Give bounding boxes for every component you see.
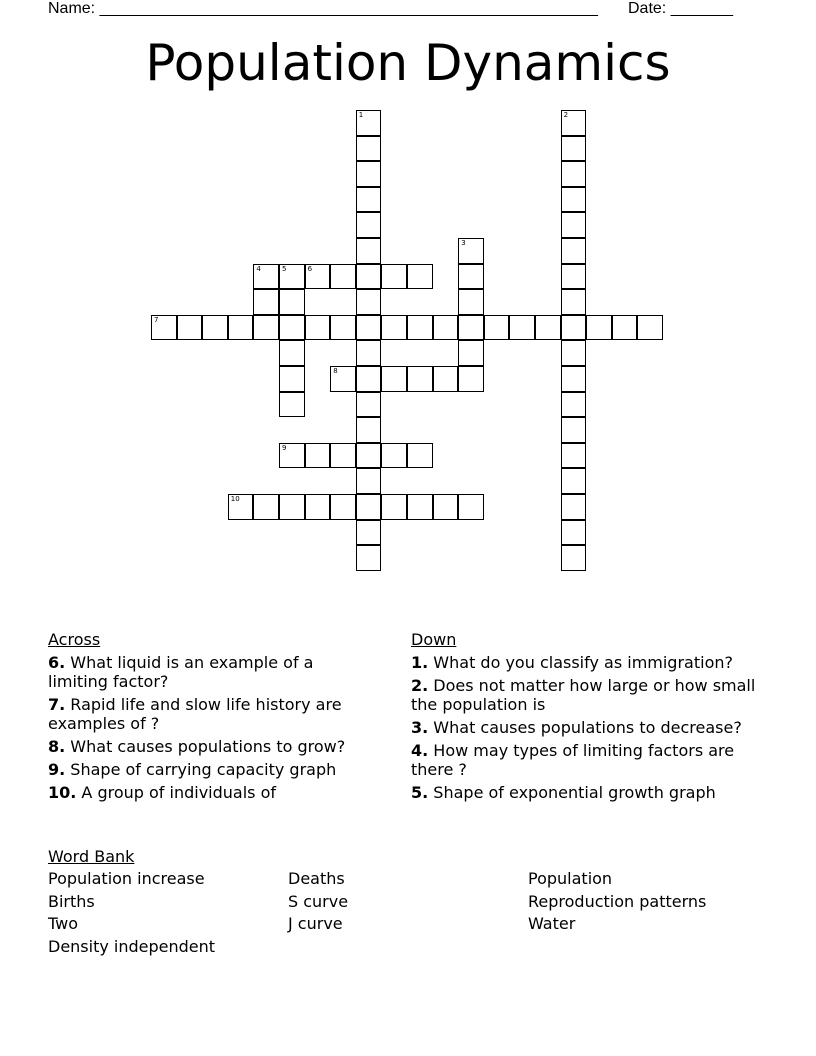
down-clues (411, 630, 761, 806)
crossword-cell[interactable] (586, 315, 612, 341)
crossword-cell[interactable] (561, 110, 587, 136)
clue-number: 7 (154, 315, 159, 324)
crossword-cell[interactable] (561, 443, 587, 469)
crossword-cell[interactable] (253, 289, 279, 315)
crossword-cell[interactable] (330, 366, 356, 392)
crossword-cell[interactable] (228, 494, 254, 520)
crossword-cell[interactable] (561, 366, 587, 392)
crossword-cell[interactable] (561, 238, 587, 264)
crossword-cell[interactable] (458, 315, 484, 341)
crossword-cell[interactable] (151, 315, 177, 341)
crossword-cell[interactable] (356, 468, 382, 494)
crossword-cell[interactable] (637, 315, 663, 341)
crossword-cell[interactable] (356, 315, 382, 341)
across-heading: Across (48, 630, 101, 649)
crossword-cell[interactable] (407, 443, 433, 469)
crossword-cell[interactable] (433, 494, 459, 520)
word-bank-item: J curve (288, 914, 343, 934)
crossword-cell[interactable] (458, 264, 484, 290)
crossword-cell[interactable] (458, 366, 484, 392)
word-bank-item: Density independent (48, 936, 216, 956)
crossword-cell[interactable] (253, 315, 279, 341)
word-bank-column (288, 868, 348, 936)
word-bank-heading: Word Bank (48, 847, 135, 866)
down-clue: 5. Shape of exponential growth graph (411, 783, 716, 802)
crossword-cell[interactable] (356, 212, 382, 238)
word-bank-item: Births (48, 891, 95, 911)
crossword-cell[interactable] (279, 494, 305, 520)
crossword-cell[interactable] (458, 494, 484, 520)
clue-number: 3 (461, 239, 466, 247)
crossword-cell[interactable] (356, 520, 382, 546)
crossword-cell[interactable] (330, 264, 356, 290)
crossword-cell[interactable] (305, 315, 331, 341)
across-clue: 8. What causes populations to grow? (48, 737, 346, 756)
crossword-cell[interactable] (279, 340, 305, 366)
crossword-cell[interactable] (305, 494, 331, 520)
crossword-cell[interactable] (407, 494, 433, 520)
crossword-cell[interactable] (407, 315, 433, 341)
crossword-cell[interactable] (356, 443, 382, 469)
word-bank-item: Water (528, 914, 576, 934)
crossword-cell[interactable] (433, 366, 459, 392)
crossword-cell[interactable] (330, 315, 356, 341)
crossword-cell[interactable] (561, 468, 587, 494)
crossword-cell[interactable] (356, 187, 382, 213)
crossword-cell[interactable] (612, 315, 638, 341)
crossword-cell[interactable] (561, 340, 587, 366)
word-bank-item: S curve (288, 891, 349, 911)
crossword-cell[interactable] (484, 315, 510, 341)
crossword-cell[interactable] (356, 417, 382, 443)
clue-number: 2 (563, 111, 569, 119)
crossword-cell[interactable] (561, 520, 587, 546)
crossword-cell[interactable] (356, 264, 382, 290)
clue-number: 9 (282, 443, 287, 452)
word-bank (48, 846, 768, 956)
date-field[interactable]: Date: _______ (628, 0, 733, 17)
down-clue: 2. Does not matter how large or how small the population is (411, 676, 756, 714)
word-bank-item: Reproduction patterns (528, 891, 707, 911)
down-clue: 4. How may types of limiting factors are there ? (411, 741, 735, 779)
crossword-cell[interactable] (561, 264, 587, 290)
crossword-cell[interactable] (305, 264, 331, 290)
crossword-cell[interactable] (279, 289, 305, 315)
crossword-cell[interactable] (381, 443, 407, 469)
crossword-cell[interactable] (381, 494, 407, 520)
crossword-cell[interactable] (561, 392, 587, 418)
word-bank-item: Deaths (288, 869, 345, 888)
crossword-cell[interactable] (458, 289, 484, 315)
crossword-cell[interactable] (202, 315, 228, 341)
crossword-cell[interactable] (356, 494, 382, 520)
crossword-cell[interactable] (561, 136, 587, 162)
clue-number: 8 (333, 367, 338, 375)
crossword-cell[interactable] (356, 340, 382, 366)
crossword-cell[interactable] (561, 494, 587, 520)
across-clue: 6. What liquid is an example of a limiting factor? (48, 653, 314, 691)
crossword-cell[interactable] (253, 264, 279, 290)
crossword-cell[interactable] (279, 366, 305, 392)
crossword-cell[interactable] (279, 315, 305, 341)
crossword-cell[interactable] (433, 315, 459, 341)
word-bank-item: Population increase (48, 869, 205, 888)
crossword-cell[interactable] (356, 366, 382, 392)
crossword-cell[interactable] (381, 366, 407, 392)
crossword-cell[interactable] (279, 443, 305, 469)
crossword-cell[interactable] (561, 417, 587, 443)
down-heading: Down (411, 630, 457, 649)
crossword-cell[interactable] (458, 340, 484, 366)
crossword-cell[interactable] (356, 161, 382, 187)
word-bank-column (48, 868, 215, 958)
clue-number: 10 (230, 495, 240, 503)
down-clue: 1. What do you classify as immigration? (411, 653, 733, 672)
clue-number: 6 (307, 264, 313, 273)
clue-number: 5 (282, 264, 287, 273)
crossword-cell[interactable] (458, 238, 484, 264)
page-title: Population Dynamics (145, 34, 671, 92)
crossword-cell[interactable] (356, 289, 382, 315)
word-bank-column (528, 868, 706, 936)
crossword-cell[interactable] (279, 392, 305, 418)
crossword-cell[interactable] (535, 315, 561, 341)
crossword-cell[interactable] (381, 315, 407, 341)
crossword-cell[interactable] (279, 264, 305, 290)
crossword-cell[interactable] (561, 545, 587, 571)
across-clue: 10. A group of individuals of (48, 783, 277, 802)
word-bank-item: Two (48, 914, 78, 934)
crossword-cell[interactable] (509, 315, 535, 341)
across-clue: 9. Shape of carrying capacity graph (48, 760, 337, 779)
crossword-cell[interactable] (330, 443, 356, 469)
crossword-cell[interactable] (561, 315, 587, 341)
down-clue: 3. What causes populations to decrease? (411, 718, 742, 737)
crossword-cell[interactable] (356, 238, 382, 264)
crossword-cell[interactable] (330, 494, 356, 520)
crossword-cell[interactable] (407, 366, 433, 392)
across-clues (48, 630, 378, 806)
crossword-cell[interactable] (356, 545, 382, 571)
clue-number: 4 (256, 264, 261, 273)
crossword-cell[interactable] (407, 264, 433, 290)
crossword-cell[interactable] (253, 494, 279, 520)
across-clue: 7. Rapid life and slow life history are examples of ? (48, 695, 342, 733)
crossword-cell[interactable] (177, 315, 203, 341)
crossword-cell[interactable] (561, 212, 587, 238)
crossword-cell[interactable] (228, 315, 254, 341)
crossword-cell[interactable] (561, 161, 587, 187)
crossword-cell[interactable] (381, 264, 407, 290)
clue-number: 1 (358, 111, 364, 119)
crossword-cell[interactable] (561, 187, 587, 213)
crossword-cell[interactable] (356, 392, 382, 418)
crossword-cell[interactable] (356, 110, 382, 136)
crossword-cell[interactable] (356, 136, 382, 162)
name-field[interactable]: Name: ________________________________________________________ (48, 0, 598, 17)
crossword-cell[interactable] (305, 443, 331, 469)
word-bank-item: Population (528, 869, 613, 888)
crossword-cell[interactable] (561, 289, 587, 315)
